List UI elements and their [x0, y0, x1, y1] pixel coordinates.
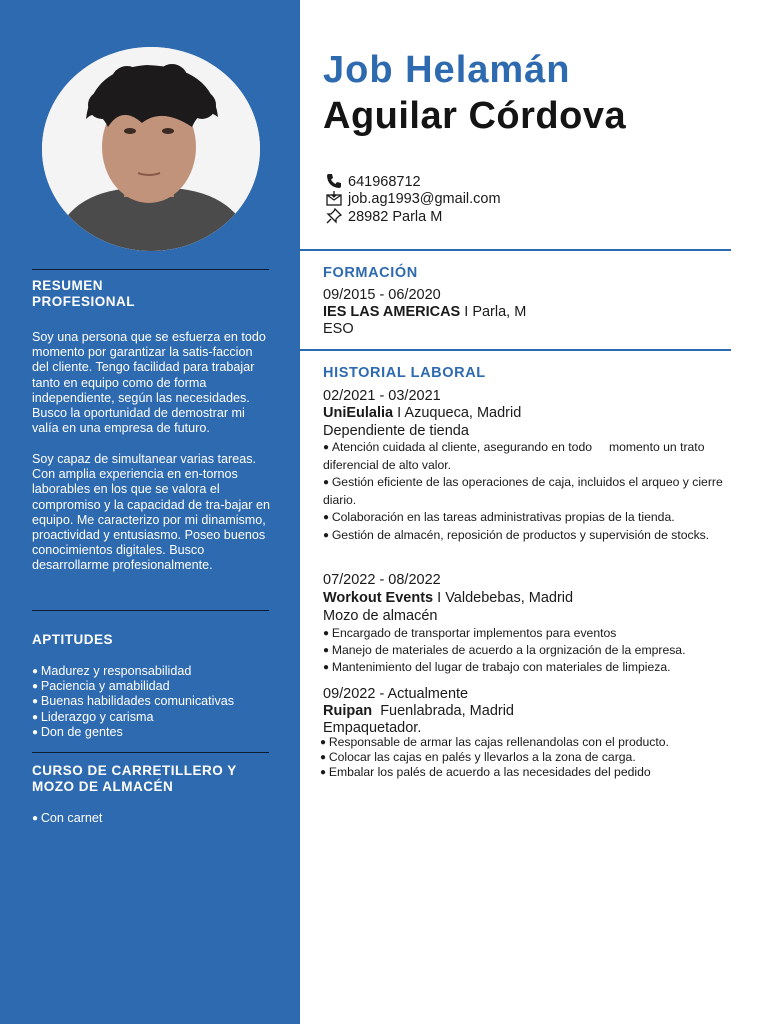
job-bullets: [323, 439, 723, 544]
list-item: ● Liderazgo y carisma: [32, 710, 270, 725]
education-school-line: [323, 304, 526, 321]
list-item: ● Atención cuidada al cliente, asegurando en todo momento un trato diferencial de alto valor.: [323, 439, 723, 474]
first-name: Job Helamán: [323, 49, 571, 91]
job-dates: 07/2022 - 08/2022: [323, 572, 441, 588]
course-list: [32, 811, 270, 826]
job-bullets: [320, 735, 720, 781]
list-item: ● Madurez y responsabilidad: [32, 664, 270, 679]
job-dates: 09/2022 - Actualmente: [323, 686, 469, 702]
course-heading: CURSO DE CARRETILLERO Y MOZO DE ALMACÉN: [32, 763, 237, 794]
sidebar: [0, 0, 300, 1024]
contact-email: [326, 190, 501, 208]
list-item: ● Paciencia y amabilidad: [32, 679, 270, 694]
email-text: job.ag1993@gmail.com: [348, 191, 501, 207]
job-company-line: [323, 703, 514, 720]
company-name: Ruipan: [323, 703, 373, 719]
list-item: ● Embalar los palés de acuerdo a las necesidades del pedido: [320, 765, 720, 780]
job-company-line: [323, 590, 573, 607]
school-location: I Parla, M: [460, 304, 527, 320]
company-location: I Valdebebas, Madrid: [433, 590, 574, 606]
contact-address: [326, 208, 442, 226]
contact-phone: [326, 173, 421, 191]
job-company-line: [323, 405, 521, 422]
list-item: ● Colaboración en las tareas administrativas propias de la tienda.: [323, 509, 723, 527]
phone-icon: [326, 173, 342, 189]
list-item: ● Gestión de almacén, reposición de productos y supervisión de stocks.: [323, 527, 723, 545]
list-item: ● Encargado de transportar implementos para eventos: [323, 625, 723, 642]
divider: [32, 269, 269, 270]
education-dates: 09/2015 - 06/2020: [323, 287, 441, 303]
divider: [300, 249, 731, 251]
skills-list: [32, 664, 270, 740]
list-item: ● Con carnet: [32, 811, 270, 826]
job-bullets: [323, 625, 723, 676]
summary-heading: RESUMEN PROFESIONAL: [32, 278, 136, 309]
divider: [300, 349, 731, 351]
divider: [32, 610, 269, 611]
skills-heading: APTITUDES: [32, 632, 114, 647]
education-heading: FORMACIÓN: [323, 265, 418, 281]
list-item: ● Don de gentes: [32, 725, 270, 740]
divider: [32, 752, 269, 753]
company-location: Fuenlabrada, Madrid: [372, 703, 514, 719]
list-item: ● Buenas habilidades comunicativas: [32, 694, 270, 709]
school-name: IES LAS AMERICAS: [323, 304, 461, 320]
list-item: ● Colocar las cajas en palés y llevarlos a la zona de carga.: [320, 750, 720, 765]
company-name: Workout Events: [323, 590, 434, 606]
last-name: Aguilar Córdova: [323, 95, 627, 137]
job-dates: 02/2021 - 03/2021: [323, 388, 441, 404]
profile-photo: [42, 47, 260, 251]
company-location: I Azuqueca, Madrid: [393, 405, 522, 421]
pushpin-icon: [326, 208, 342, 224]
address-text: 28982 Parla M: [348, 209, 443, 225]
list-item: ● Manejo de materiales de acuerdo a la orgnización de la empresa.: [323, 642, 723, 659]
company-name: UniEulalia: [323, 405, 394, 421]
summary-paragraph-1: Soy una persona que se esfuerza en todo momento por garantizar la satis-faccion del cliente. Tengo facilidad para trabajar tanto en equipo como de forma independiente, según las necesidades. Busco la oportunidad de demostrar mi valía en una empresa de futuro.: [32, 330, 266, 436]
summary-paragraph-2: Soy capaz de simultanear varias tareas. Con amplia experiencia en en-tornos laborables en los que se valora el compromiso y la capacidad de tra-bajar en equipo. Me caracterizo por mi dinamismo, proactividad y entusiasmo. Poseo buenos conocimientos digitales. Busco desarrollarme profesionalmente.: [32, 452, 271, 573]
list-item: ● Mantenimiento del lugar de trabajo con materiales de limpieza.: [323, 659, 723, 676]
job-role: Dependiente de tienda: [323, 423, 469, 439]
envelope-icon: [326, 190, 342, 206]
phone-text: 641968712: [348, 174, 421, 190]
work-heading: HISTORIAL LABORAL: [323, 365, 486, 381]
job-role: Mozo de almacén: [323, 608, 438, 624]
list-item: ● Gestión eficiente de las operaciones de caja, incluidos el arqueo y cierre diario.: [323, 474, 723, 509]
list-item: ● Responsable de armar las cajas rellenandolas con el producto.: [320, 735, 720, 750]
job-role: Empaquetador.: [323, 720, 422, 736]
education-degree: ESO: [323, 321, 354, 337]
